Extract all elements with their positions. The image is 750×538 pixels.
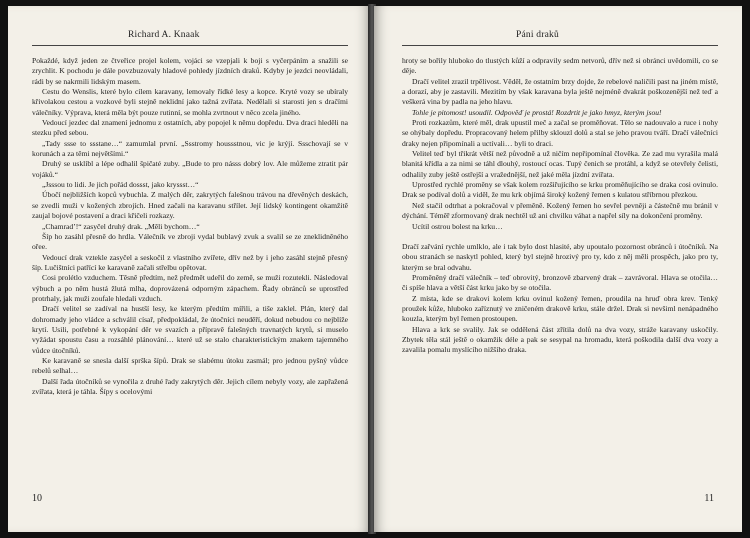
- paragraph: Z místa, kde se drakovi kolem krku ovinul kožený řemen, proudila na hruď obra krev. Tenký proužek kůže, hluboko zaříznutý ve zničeném drakově krku, stále držel. Drak si nevšiml nenápadného kouzla, kterým byl řemen prostoupen.: [402, 293, 718, 324]
- header-rule-left: [32, 45, 348, 46]
- paragraph: Další řada útočníků se vynořila z druhé řady zakrytých děr. Jejich cílem nebyly vozy, ale zapřažená zvířata, která je táhla. Šípy s ocelovými: [32, 376, 348, 396]
- paragraph: „Tady ssse to ssstane…“ zamumlal první. „Ssstromy houssstnou, vic je krýjí. Ssschovají se v korunách a za těmi největšími.“: [32, 138, 348, 159]
- paragraph: Hlava a krk se svalily. Jak se oddělená část zřítila dolů na dva vozy, stráže karavany uskočily. Zbytek těla stál ještě o okamžik déle a pak se sesypal na hromadu, která poškodila další dva vozy a zavalila pomalu myslícího nižšího draka.: [402, 324, 718, 355]
- paragraph: Uprostřed rychlé proměny se však kolem rozšiřujícího se krku proměňujícího se draka cosi ovinulo. Drak se podíval dolů a viděl, že mu krk objímá široký kožený řemen s kulatou stříbrnou přezkou.: [402, 180, 718, 200]
- paragraph: Ucítil ostrou bolest na krku…: [412, 221, 503, 231]
- left-page: [8, 6, 370, 532]
- running-head-left: Richard A. Knaak: [128, 30, 200, 40]
- paragraph: Proměněný dračí válečník – teď obrovitý, bronzově zbarvený drak – zavrávoral. Hlava se otočila… či spíše hlava a větší část krku jako by se otočila.: [402, 272, 718, 293]
- paragraph: hroty se bořily hluboko do tlustých kůží a odpravily sedm netvorů, dřív než si obránci uvědomili, co se děje.: [402, 56, 718, 76]
- paragraph: Cosi prolétlo vzduchem. Těsně předtím, než předmět udeřil do země, se muži rozutekli. Následoval výbuch a po něm hustá žlutá mlha, doprovázená odporným zápachem. Řady obránců se uprostřed protrhaly, jak muži zoufale hledali vzduch.: [32, 273, 348, 303]
- paragraph: Velitel teď byl třikrát větší než původně a už ničím nepřipomínal člověka. Ze zad mu vyrašila malá blanitá křídla a za nimi se táhl dlouhý, rostoucí ocas. Tupý čenich se protáhl, a když se otevřely čelisti, odhalily zuby ještě ostřejší a vražednější, než jaké měla jízdní zvířata.: [402, 149, 718, 179]
- paragraph: Vedoucí jezdec dal znamení jednomu z ostatních, aby popojel k němu dopředu. Dva draci hleděli na stezku před sebou.: [32, 118, 348, 138]
- paragraph: Druhý se usklíbl a lépe odhalil špičaté zuby. „Bude to pro násss dobrý lov. Ale můžeme ztratit pár vojáků.“: [32, 159, 348, 179]
- paragraph: Dračí zařvání rychle umlklo, ale i tak bylo dost hlasité, aby upoutalo pozornost obránců i útočníků. Na obou stranách se naskytl pohled, který byl stejně hrozivý pro ty, kdo z něj měli prospěch, jako pro ty, kterým se bral odvahu.: [402, 241, 718, 272]
- paragraph: „Jsssou to lidi. Je jich pořád dossst, jako kryssst…“: [42, 180, 199, 190]
- right-page: [374, 6, 742, 532]
- paragraph: Šíp ho zasáhl přesně do hrdla. Válečník ve zbroji vydal bublavý zvuk a svalil se ze zneklidněného ořee.: [32, 231, 348, 252]
- paragraph: Úbočí nejbližších kopců vybuchla. Z malých děr, zakrytých falešnou trávou na dřevěných deskách, se zvedli muži v kožených zbrojích. Hned začali na karavanu střílet. Její lidský kontingent okamžitě zaujal bojové postavení a draci křičeli rozkazy.: [32, 190, 348, 221]
- left-page-text: [32, 56, 348, 397]
- paragraph: Proti rozkazům, které měl, drak upustil meč a začal se proměňovat. Tělo se nadouvalo a ruce i nohy se ohýbaly dopředu. Propracovaný helem přilby sklouzl dolů a stal se jeho pravou tváří. Dračí válečníci draky nejen připomínali a uctívali… byli to draci.: [402, 118, 718, 148]
- right-page-text: [402, 56, 718, 356]
- running-head-right: Páni draků: [516, 30, 559, 40]
- page-number-left: 10: [32, 493, 42, 504]
- paragraph: Dračí velitel zrazil trpělivost. Věděl, že ostatním brzy dojde, že rebelové naličili past na jiném místě, a dorazí, aby je zastavili. Mezitím by však karavana byla ještě nejméně dvakrát poškozenější než teď a veškerá vina by padla na jeho hlavu.: [402, 76, 718, 107]
- paragraph: Dračí velitel se zadíval na hustší lesy, ke kterým předtím mířili, a tiše zaklel. Plán, který dal dohromady jeho vládce a schválil císař, předpokládal, že útočníci neuděří, dokud nebudou co nejblíže krytí. Usili, potřebné k vykopání děr ve svazích a přípravě falešných travnatých krytů, si muselo vyžádat spoustu času a rozsáhlé plánování… které už se stalo charakteristickým znakem tajemného vůdce útočníků.: [32, 304, 348, 355]
- paragraph: „Chamrad’!“ zasyčel druhý drak. „Měli bychom…“: [42, 221, 200, 231]
- paragraph: Cestu do Wenslis, které bylo cílem karavany, lemovaly řídké lesy a kopce. Kryté vozy se ubíraly křivolakou cestou a vozkové byli stejně neklidní jako tažná zvířata. Nedělali si starosti jen s dračími válečníky. Výprava, která měla být pouze rutinní, se mohla zvrtnout v něco zcela jiného.: [32, 87, 348, 117]
- paragraph: Vedoucí drak vztekle zasyčel a seskočil z vlastního zvířete, dřív než by i jeho zasáhl stejně přesný šíp. Lučištníci patřící ke karavaně začali střelbu opětovat.: [32, 252, 348, 272]
- page-number-right: 11: [704, 493, 714, 504]
- header-rule-right: [402, 45, 718, 46]
- paragraph: Tohle je pitomost! usoudil. Odpověď je prostá! Rozdrtit je jako hmyz, kterým jsou!: [412, 107, 662, 117]
- paragraph: Než stačil odtrhat a pokračoval v přeměně. Kožený řemen ho sevřel pevněji a částečně mu bránil v dýchání. Téměř zformovaný drak nechtěl už ani chvilku váhat a napřel síly na dokončení proměny.: [402, 200, 718, 221]
- paragraph: Pokaždé, když jeden ze čtveřice projel kolem, vojáci se vzepjali k boji s vyčerpáním a snažili se zrychlit. K pochodu je dále povzbuzovaly hladové pohledy jízdních draků. Kdyby je jezdci neovládali, rádi by se nakrmili lidským masem.: [32, 56, 348, 86]
- paragraph: Ke karavaně se snesla další sprška šípů. Drak se slabému útoku zasmál; pro jednou pyšný vůdce rebelů selhal…: [32, 355, 348, 376]
